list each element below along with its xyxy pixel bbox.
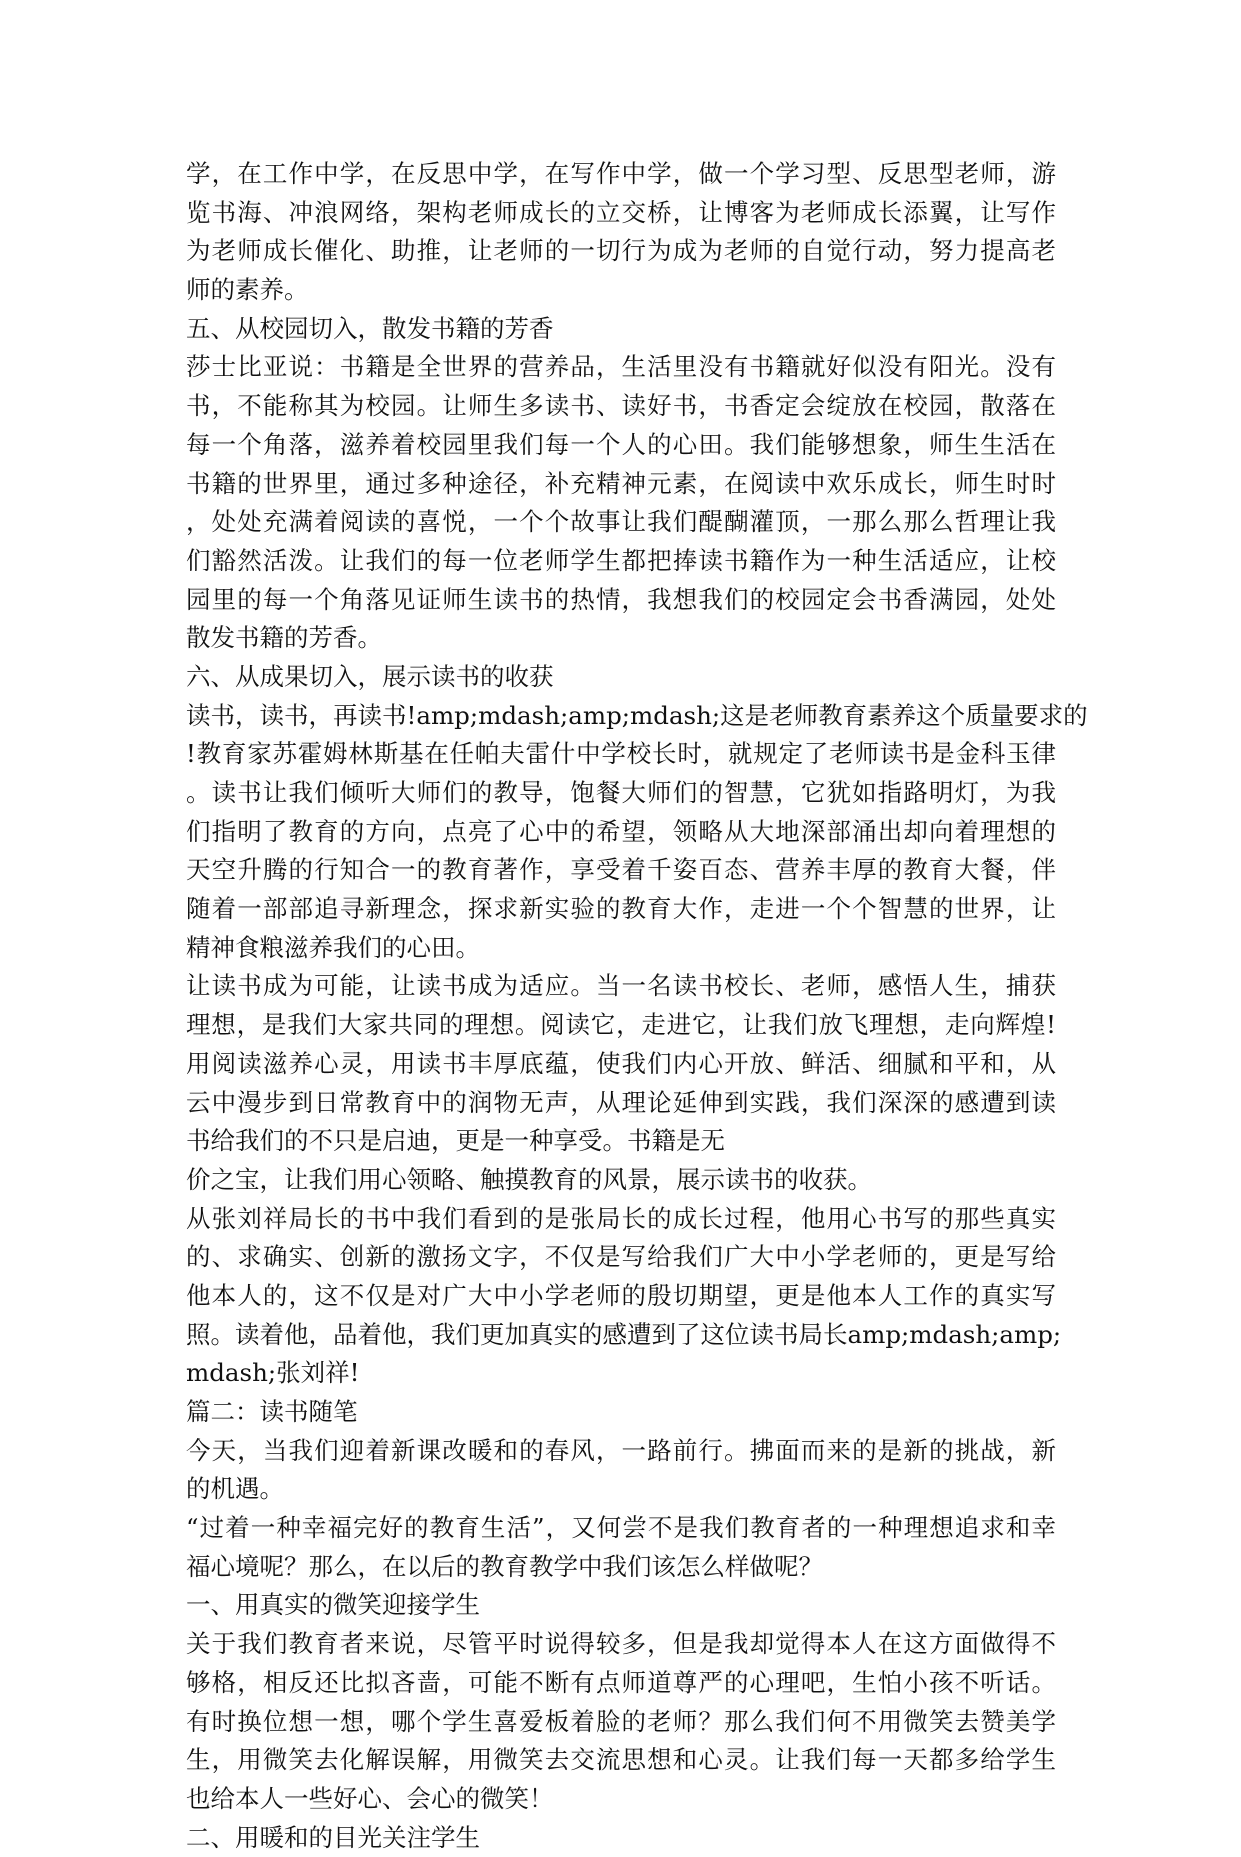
text-line: 用阅读滋养心灵，用读书丰厚底蕴，使我们内心开放、鲜活、细腻和平和，从 — [186, 1048, 1056, 1078]
text-line: 今天，当我们迎着新课改暖和的春风，一路前行。拂面而来的是新的挑战，新 — [186, 1435, 1056, 1465]
text-line: 让读书成为可能，让读书成为适应。当一名读书校长、老师，感悟人生，捕获 — [186, 971, 1056, 1001]
text-line: 为老师成长催化、助推，让老师的一切行为成为老师的自觉行动，努力提高老 — [186, 236, 1056, 266]
text-line: 理想，是我们大家共同的理想。阅读它，走进它，让我们放飞理想，走向辉煌! — [186, 1010, 1056, 1040]
text-line: 的、求确实、创新的激扬文字，不仅是写给我们广大中小学老师的，更是写给 — [186, 1242, 1056, 1272]
text-line: 。读书让我们倾听大师们的教导，饱餐大师们的智慧，它犹如指路明灯，为我 — [186, 778, 1056, 807]
text-line: 莎士比亚说：书籍是全世界的营养品，生活里没有书籍就好似没有阳光。没有 — [186, 352, 1056, 382]
text-line: 也给本人一些好心、会心的微笑！ — [186, 1783, 554, 1813]
text-line: 读书，读书，再读书!amp;mdash;amp;mdash;这是老师教育素养这个质量要求的 — [186, 700, 1088, 730]
text-line: 天空升腾的行知合一的教育著作，享受着千姿百态、营养丰厚的教育大餐，伴 — [186, 855, 1056, 885]
body-text — [186, 155, 1088, 1857]
text-line: 云中漫步到日常教育中的润物无声，从理论延伸到实践，我们深深的感遭到读 — [186, 1087, 1056, 1117]
text-line: 书，不能称其为校园。让师生多读书、读好书，书香定会绽放在校园，散落在 — [186, 391, 1056, 421]
text-line: 二、用暖和的目光关注学生 — [186, 1822, 480, 1852]
text-line: 一、用真实的微笑迎接学生 — [186, 1590, 480, 1620]
text-line: “过着一种幸福完好的教育生活”，又何尝不是我们教育者的一种理想追求和幸 — [186, 1513, 1056, 1543]
text-line: 随着一部部追寻新理念，探求新实验的教育大作，走进一个个智慧的世界，让 — [186, 894, 1056, 924]
text-line: 篇二：读书随笔 — [186, 1397, 358, 1426]
text-line: 们豁然活泼。让我们的每一位老师学生都把捧读书籍作为一种生活适应，让校 — [186, 545, 1056, 575]
text-line: 书给我们的不只是启迪，更是一种享受。书籍是无 — [186, 1126, 725, 1156]
text-line: 精神食粮滋养我们的心田。 — [186, 932, 480, 962]
text-line: 们指明了教育的方向，点亮了心中的希望，领略从大地深部涌出却向着理想的 — [186, 816, 1056, 846]
text-line: 每一个角落，滋养着校园里我们每一个人的心田。我们能够想象，师生生活在 — [186, 429, 1056, 459]
text-line: 师的素养。 — [186, 275, 309, 305]
text-line: 六、从成果切入，展示读书的收获 — [186, 661, 554, 691]
text-line: 的机遇。 — [186, 1474, 284, 1504]
text-line: 他本人的，这不仅是对广大中小学老师的殷切期望，更是他本人工作的真实写 — [186, 1280, 1056, 1310]
text-line: !教育家苏霍姆林斯基在任帕夫雷什中学校长时，就规定了老师读书是金科玉律 — [186, 739, 1056, 769]
text-line: 园里的每一个角落见证师生读书的热情，我想我们的校园定会书香满园，处处 — [186, 584, 1056, 614]
text-line: 散发书籍的芳香。 — [186, 623, 382, 653]
text-line: 照。读着他，品着他，我们更加真实的感遭到了这位读书局长amp;mdash;amp; — [186, 1319, 1062, 1349]
text-line: 关于我们教育者来说，尽管平时说得较多，但是我却觉得本人在这方面做得不 — [186, 1629, 1056, 1659]
text-line: 览书海、冲浪网络，架构老师成长的立交桥，让博客为老师成长添翼，让写作 — [186, 197, 1056, 227]
text-line: 生，用微笑去化解误解，用微笑去交流思想和心灵。让我们每一天都多给学生 — [186, 1745, 1056, 1775]
text-line: ，处处充满着阅读的喜悦，一个个故事让我们醍醐灌顶，一那么那么哲理让我 — [186, 507, 1056, 537]
text-line: 书籍的世界里，通过多种途径，补充精神元素，在阅读中欢乐成长，师生时时 — [186, 468, 1056, 498]
text-line: 学，在工作中学，在反思中学，在写作中学，做一个学习型、反思型老师，游 — [186, 159, 1056, 188]
text-line: 够格，相反还比拟吝啬，可能不断有点师道尊严的心理吧，生怕小孩不听话。 — [186, 1667, 1056, 1697]
text-line: mdash;张刘祥! — [186, 1358, 360, 1388]
text-line: 从张刘祥局长的书中我们看到的是张局长的成长过程，他用心书写的那些真实 — [186, 1203, 1056, 1233]
text-line: 五、从校园切入，散发书籍的芳香 — [186, 313, 554, 343]
text-line: 有时换位想一想，哪个学生喜爱板着脸的老师？那么我们何不用微笑去赞美学 — [186, 1706, 1056, 1736]
text-line: 福心境呢？那么，在以后的教育教学中我们该怎么样做呢？ — [186, 1551, 823, 1581]
text-line: 价之宝，让我们用心领略、触摸教育的风景，展示读书的收获。 — [186, 1164, 872, 1194]
